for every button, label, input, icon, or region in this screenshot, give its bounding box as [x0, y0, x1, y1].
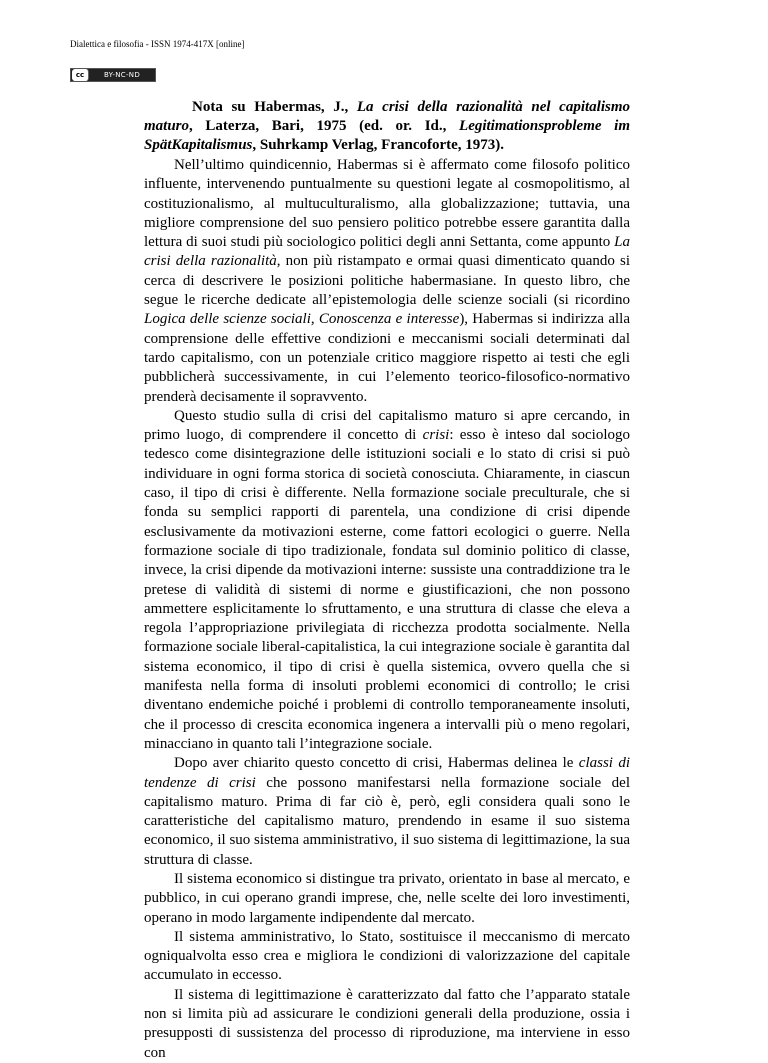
paragraph: Dopo aver chiarito questo concetto di crisi, Habermas delinea le classi di tendenze di crisi che possono manifestarsi nella formazione sociale del capitalismo maturo. Prima di far ciò è, però, egli considera quali sono le caratteristiche del capitalismo maturo, prendendo in esame il suo sistema economico, il suo sistema amministrativo, il suo sistema di legittimazione, la sua struttura di classe.: [144, 755, 630, 868]
german-title: Legitimationsprobleme im SpätKapitalismus: [144, 118, 631, 153]
creative-commons-icon: cc: [72, 69, 89, 81]
paragraph: Il sistema amministrativo, lo Stato, sostituisce il meccanismo di mercato ogniqualvolta esso crea e migliora le condizioni di valorizzazione del capitale accumulato in eccesso.: [144, 928, 630, 984]
italian-title: La crisi della razionalità nel capitalismo maturo: [144, 99, 630, 134]
paragraph: Il sistema di legittimazione è caratterizzato dal fatto che l’apparato statale non si limita più ad assicurare le condizioni generali della produzione, ossia i presupposti di sussistenza del processo di riproduzione, ma interviene in esso con: [144, 986, 630, 1061]
license-terms: BY-NC-ND: [103, 71, 141, 79]
paragraph: Questo studio sulla di crisi del capitalismo maturo si apre cercando, in primo luogo, di comprendere il concetto di crisi: esso è inteso dal sociologo tedesco come disintegrazione delle istituzioni sociali e lo stato di crisi si può individuare in ogni forma storica di società conosciuta. Chiaramente, in ciascun caso, il tipo di crisi è differente. Nella formazione sociale preculturale, che si fonda su semplici rapporti di parentela, una condizione di crisi dipende esclusivamente da motivazioni esterne, come fattori ecologici o guerre. Nella formazione sociale di tipo tradizionale, fondata sul dominio politico di classe, invece, la crisi dipende da motivazioni interne: sussiste una contraddizione tra le pretese di validità di sistemi di norme e giustificazioni, che non possono ammettere esplicitamente lo sfruttamento, e una struttura di classe che eleva a regola l’appropriazione privilegiata di ricchezza prodotta socialmente. Nella formazione sociale liberal-capitalistica, la cui integrazione sociale è garantita dal sistema economico, il tipo di crisi è quella sistemica, ovvero quella che si manifesta nella forma di insoluti problemi economici di controllo; le crisi diventano endemiche poiché i problemi di controllo temporaneamente insoluti, che il processo di crescita economica ingenera a intervalli più o meno regolari, minacciano in quanto tali l’integrazione sociale.: [144, 407, 630, 752]
paragraph: Il sistema economico si distingue tra privato, orientato in base al mercato, e pubblico, in cui operano grandi imprese, che, nelle scelte dei loro investimenti, operano in modo largamente indipendente dal mercato.: [144, 870, 630, 926]
article-body: [144, 156, 630, 1063]
cc-license-badge[interactable]: [70, 68, 156, 82]
journal-header: Dialettica e filosofia - ISSN 1974-417X [online]: [70, 39, 245, 49]
paragraph: Nell’ultimo quindicennio, Habermas si è affermato come filosofo politico influente, intervenendo puntualmente su questioni legate al cosmopolitismo, al costituzionalismo, al multuculturalismo, alla globalizzazione; tuttavia, una migliore comprensione del suo pensiero politico potrebbe essere garantita dalla lettura di suoi studi più sociologico politici degli anni Settanta, come appunto La crisi della razionalità, non più ristampato e ormai quasi dimenticato quando si cerca di descrivere le posizioni politiche habermasiane. In questo libro, che segue le ricerche dedicate all’epistemologia delle scienze sociali (si ricordino Logica delle scienze sociali, Conoscenza e interesse), Habermas si indirizza alla comprensione delle effettive condizioni e meccanismi sociali determinati dal tardo capitalismo, con un potenziale critico maggiore rispetto ai testi che egli pubblicherà successivamente, in cui l’elemento teorico-filosofico-normativo prenderà decisamente il sopravvento.: [144, 157, 630, 405]
article-title: Nota su Habermas, J., La crisi della razionalità nel capitalismo maturo, Laterza, Bari, 1975 (ed. or. Id., Legitimationsprobleme im SpätKapitalismus, Suhrkamp Verlag, Francoforte, 1973).: [144, 99, 631, 153]
